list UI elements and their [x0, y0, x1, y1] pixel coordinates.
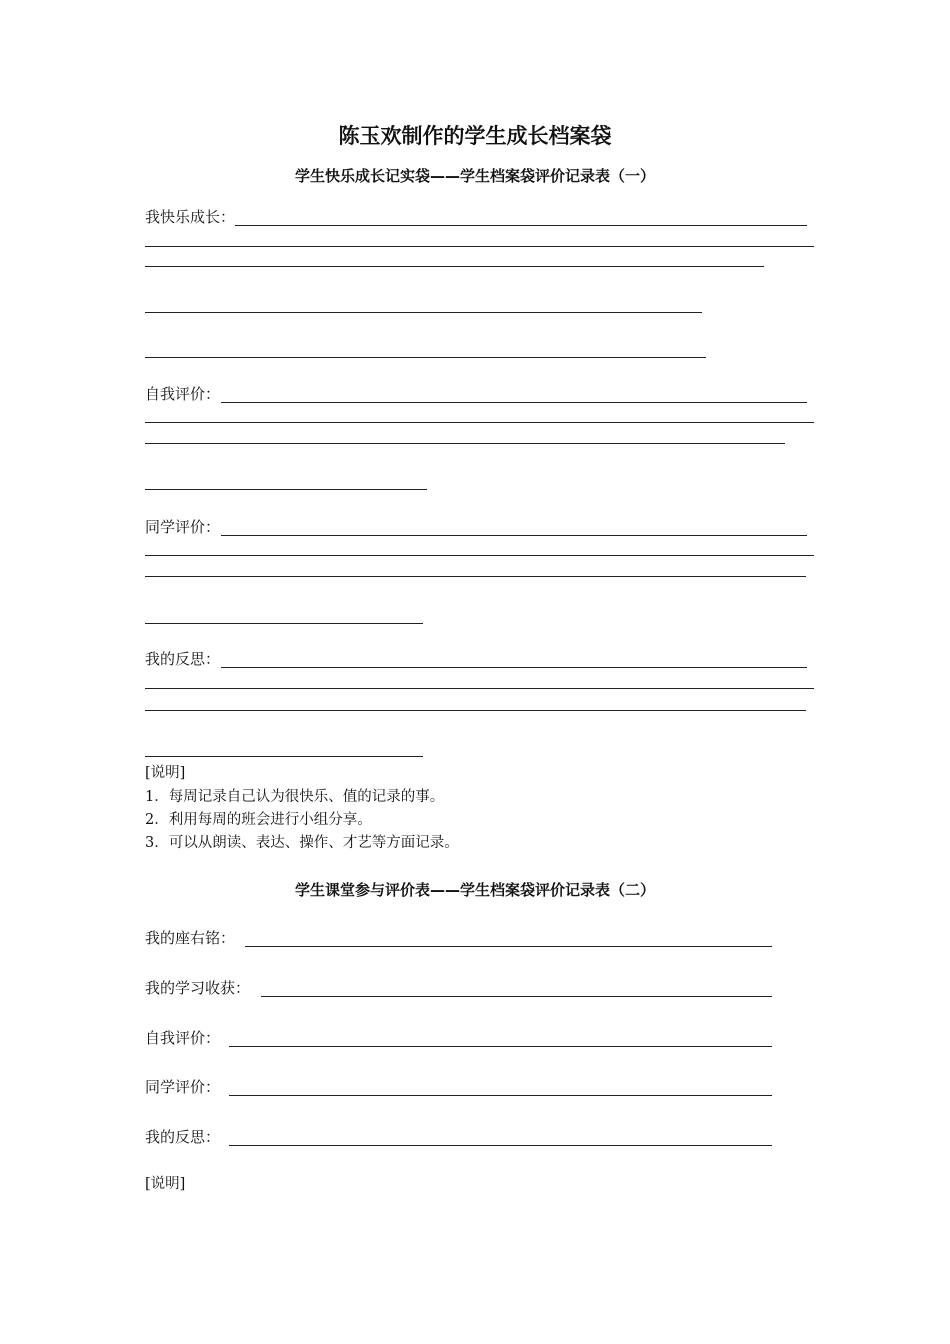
- field-label-self-evaluation-2: 自我评价：: [145, 1029, 221, 1047]
- field-label-learning-gains: 我的学习收获：: [145, 979, 251, 997]
- write-line[interactable]: [145, 312, 702, 313]
- write-line[interactable]: [221, 535, 807, 536]
- write-line[interactable]: [145, 246, 814, 247]
- section1-heading: 学生快乐成长记实袋——学生档案袋评价记录表（一）: [294, 167, 655, 185]
- write-line[interactable]: [235, 225, 807, 226]
- write-line[interactable]: [145, 443, 785, 444]
- field-label-reflection-2: 我的反思：: [145, 1128, 221, 1146]
- write-line[interactable]: [229, 1095, 772, 1096]
- write-line[interactable]: [145, 489, 427, 490]
- write-line[interactable]: [261, 996, 772, 997]
- write-line[interactable]: [221, 667, 807, 668]
- field-label-self-evaluation: 自我评价：: [145, 385, 221, 403]
- document-title: 陈玉欢制作的学生成长档案袋: [338, 124, 612, 148]
- write-line[interactable]: [145, 576, 806, 577]
- write-line[interactable]: [145, 710, 806, 711]
- notes-heading: [说明]: [145, 765, 186, 781]
- write-line[interactable]: [229, 1046, 772, 1047]
- field-label-happy-growth: 我快乐成长：: [145, 208, 236, 226]
- note-item: 3．可以从朗读、表达、操作、才艺等方面记录。: [145, 835, 459, 851]
- write-line[interactable]: [245, 946, 772, 947]
- write-line[interactable]: [145, 422, 814, 423]
- section2-heading: 学生课堂参与评价表——学生档案袋评价记录表（二）: [294, 881, 655, 899]
- write-line[interactable]: [145, 623, 423, 624]
- field-label-peer-evaluation: 同学评价：: [145, 518, 221, 536]
- write-line[interactable]: [145, 688, 814, 689]
- field-label-motto: 我的座右铭：: [145, 929, 236, 947]
- write-line[interactable]: [145, 756, 423, 757]
- field-label-reflection: 我的反思：: [145, 650, 221, 668]
- note-item: 2．利用每周的班会进行小组分享。: [145, 812, 372, 828]
- field-label-peer-evaluation-2: 同学评价：: [145, 1078, 221, 1096]
- write-line[interactable]: [229, 1145, 772, 1146]
- write-line[interactable]: [221, 402, 807, 403]
- notes-heading-2: [说明]: [145, 1176, 186, 1192]
- note-item: 1．每周记录自己认为很快乐、值的记录的事。: [145, 789, 445, 805]
- write-line[interactable]: [145, 266, 764, 267]
- write-line[interactable]: [145, 357, 706, 358]
- write-line[interactable]: [145, 555, 814, 556]
